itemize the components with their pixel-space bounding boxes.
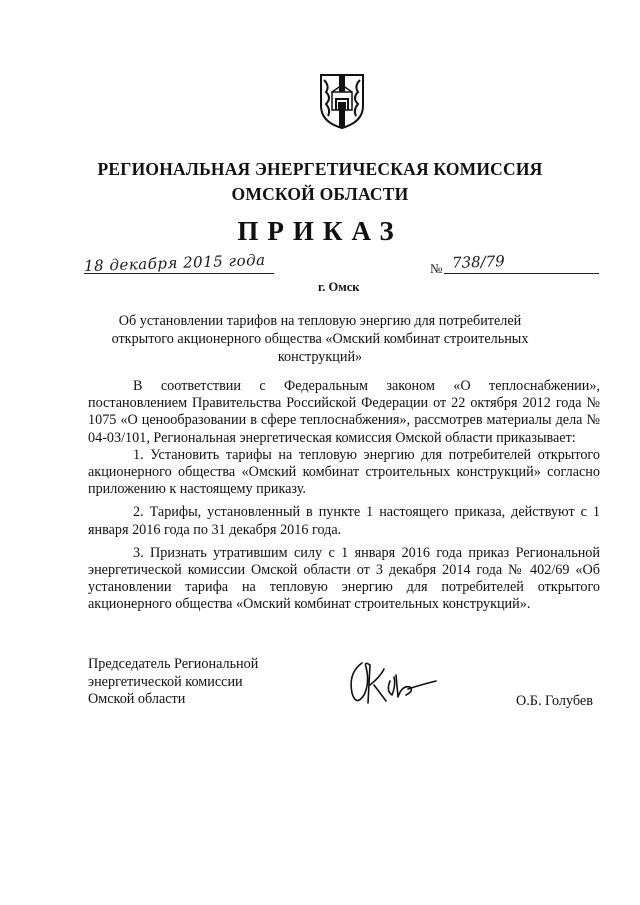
organization-name-line1: РЕГИОНАЛЬНАЯ ЭНЕРГЕТИЧЕСКАЯ КОМИССИЯ <box>97 159 543 179</box>
order-item-2: 2. Тарифы, установленный в пункте 1 настоящего приказа, действуют с 1 января 2016 года по 31 декабря 2016 года. <box>88 504 600 538</box>
signer-name: О.Б. Голубев <box>516 693 593 709</box>
order-item-1: 1. Установить тарифы на тепловую энергию для потребителей открытого акционерного общества «Омский комбинат строительных конструкций» согласно приложению к настоящему приказу. <box>88 446 600 498</box>
order-item-3: 3. Признать утратившим силу с 1 января 2016 года приказ Региональной энергетической комиссии Омской области от 3 декабря 2014 года № 402/69 «Об установлении тарифа на тепловую энергию для потребителей открытого акционерного общества «Омский комбинат строительных конструкций». <box>88 544 600 613</box>
signer-title-line1: Председатель Региональной <box>88 656 259 672</box>
organization-name-line2: ОМСКОЙ ОБЛАСТИ <box>231 184 409 204</box>
handwritten-date: 18 декабря 2015 года <box>83 250 266 276</box>
date-underline <box>84 273 274 274</box>
number-underline <box>444 273 599 274</box>
order-subject: Об установлении тарифов на тепловую энергию для потребителей открытого акционерного общества «Омский комбинат строительных конструкций» <box>111 313 529 365</box>
handwritten-signature <box>340 655 440 710</box>
number-sign: № <box>430 261 443 276</box>
document-type-title: ПРИКАЗ <box>237 216 403 246</box>
preamble-paragraph: В соответствии с Федеральным законом «О теплоснабжении», постановлением Правительства Российской Федерации от 22 октября 2012 года № 1075 «О ценообразовании в сфере теплоснабжения», рассмотрев материалы дела № 04-03/101, Региональная энергетическая комиссия Омской области приказывает: <box>88 378 600 446</box>
signer-title-line3: Омской области <box>88 691 186 707</box>
omsk-coat-of-arms-icon <box>318 72 366 130</box>
order-body <box>88 378 600 614</box>
city-label: г. Омск <box>318 280 360 294</box>
signer-title-line2: энергетической комиссии <box>88 673 243 690</box>
handwritten-order-number: 738/79 <box>451 252 506 272</box>
signer-title <box>88 656 258 709</box>
